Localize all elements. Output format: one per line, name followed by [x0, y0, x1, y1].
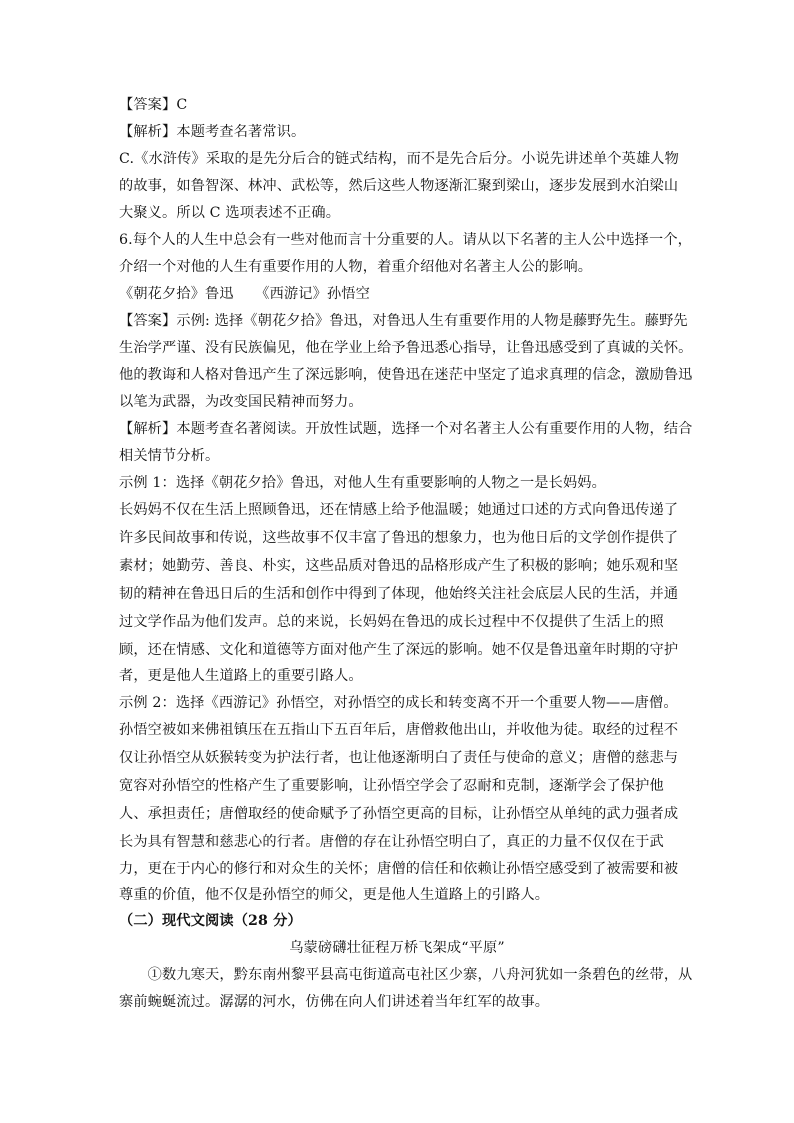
example-2-heading: 示例 2：选择《西游记》孙悟空，对孙悟空的成长和转变离不开一个重要人物——唐僧。: [119, 695, 678, 711]
article-paragraph-line: ①数九寒天，黔东南州黎平县高屯街道高屯社区少寨，八舟河犹如一条碧色的丝带，从: [119, 967, 693, 983]
example-1-text-line: 许多民间故事和传说，这些故事不仅丰富了鲁迅的想象力，也为他日后的文学创作提供了: [119, 530, 679, 546]
analysis-text-line: 大聚义。所以 C 选项表述不正确。: [119, 205, 341, 221]
example-1-text-line: 韧的精神在鲁迅日后的生活和创作中得到了体现，他始终关注社会底层人民的生活，并通: [119, 586, 679, 602]
example-2-text-line: 仅让孙悟空从妖猴转变为护法行者，也让他逐渐明白了责任与使命的意义；唐僧的慈悲与: [119, 750, 679, 766]
example-2-text-line: 宽容对孙悟空的性格产生了重要影响，让孙悟空学会了忍耐和克制，逐渐学会了保护他: [119, 778, 664, 794]
question-6-options: 《朝花夕拾》鲁迅 《西游记》孙悟空: [119, 286, 370, 302]
example-2-text-line: 尊重的价值，他不仅是孙悟空的师父，更是他人生道路上的引路人。: [119, 887, 550, 903]
answer-label-line: 【答案】C: [119, 97, 188, 113]
answer-text-line: 他的教诲和人格对鲁迅产生了深远影响，使鲁迅在迷茫中坚定了追求真理的信念，激励鲁迅: [119, 367, 693, 383]
section-heading: （二）现代文阅读（28 分）: [119, 913, 302, 929]
analysis-text-line: C.《水浒传》采取的是先分后合的链式结构，而不是先合后分。小说先讲述单个英雄人物: [119, 151, 679, 167]
example-1-text-line: 长妈妈不仅在生活上照顾鲁迅，还在情感上给予他温暖；她通过口述的方式向鲁迅传递了: [119, 502, 679, 518]
example-2-text-line: 长为具有智慧和慈悲心的行者。唐僧的存在让孙悟空明白了，真正的力量不仅仅在于武: [119, 834, 664, 850]
article-title: 乌蒙磅礴壮征程万桥飞架成“平原”: [289, 940, 505, 956]
analysis-line: 【解析】本题考查名著常识。: [119, 124, 306, 140]
question-6-line: 介绍一个对他的人生有重要作用的人物，着重介绍他对名著主人公的影响。: [119, 259, 593, 275]
example-1-text-line: 素材；她勤劳、善良、朴实，这些品质对鲁迅的品格形成产生了积极的影响；她乐观和坚: [119, 558, 679, 574]
example-2-text-line: 人、承担责任；唐僧取经的使命赋予了孙悟空更高的目标，让孙悟空从单纯的武力强者成: [119, 806, 679, 822]
answer-text-line: 【答案】示例: 选择《朝花夕拾》鲁迅，对鲁迅人生有重要作用的人物是藤野先生。藤野先: [119, 313, 688, 329]
analysis-text-line: 的故事，如鲁智深、林冲、武松等，然后这些人物逐渐汇聚到梁山，逐步发展到水泊梁山: [119, 178, 679, 194]
example-2-text-line: 孙悟空被如来佛祖镇压在五指山下五百年后，唐僧救他出山，并收他为徒。取经的过程不: [119, 722, 679, 738]
example-2-text-line: 力，更在于内心的修行和对众生的关怀；唐僧的信任和依赖让孙悟空感受到了被需要和被: [119, 861, 679, 877]
analysis-line: 相关情节分析。: [119, 448, 220, 464]
answer-text-line: 生治学严谨、没有民族偏见，他在学业上给予鲁迅悉心指导，让鲁迅感受到了真诚的关怀。: [119, 340, 693, 356]
example-1-text-line: 过文学作品为他们发声。总的来说，长妈妈在鲁迅的成长过程中不仅提供了生活上的照: [119, 614, 664, 630]
example-1-heading: 示例 1：选择《朝花夕拾》鲁迅，对他人生有重要影响的人物之一是长妈妈。: [119, 475, 606, 491]
question-6-line: 6.每个人的人生中总会有一些对他而言十分重要的人。请从以下名著的主人公中选择一个，: [119, 232, 693, 248]
analysis-line: 【解析】本题考查名著阅读。开放性试题，选择一个对名著主人公有重要作用的人物，结合: [119, 421, 693, 437]
answer-text-line: 以笔为武器，为改变国民精神而努力。: [119, 394, 363, 410]
article-paragraph-line: 寨前蜿蜒流过。潺潺的河水，仿佛在向人们讲述着当年红军的故事。: [119, 994, 550, 1010]
example-1-text-line: 者，更是他人生道路上的重要引路人。: [119, 668, 363, 684]
example-1-text-line: 顾，还在情感、文化和道德等方面对他产生了深远的影响。她不仅是鲁迅童年时期的守护: [119, 642, 679, 658]
